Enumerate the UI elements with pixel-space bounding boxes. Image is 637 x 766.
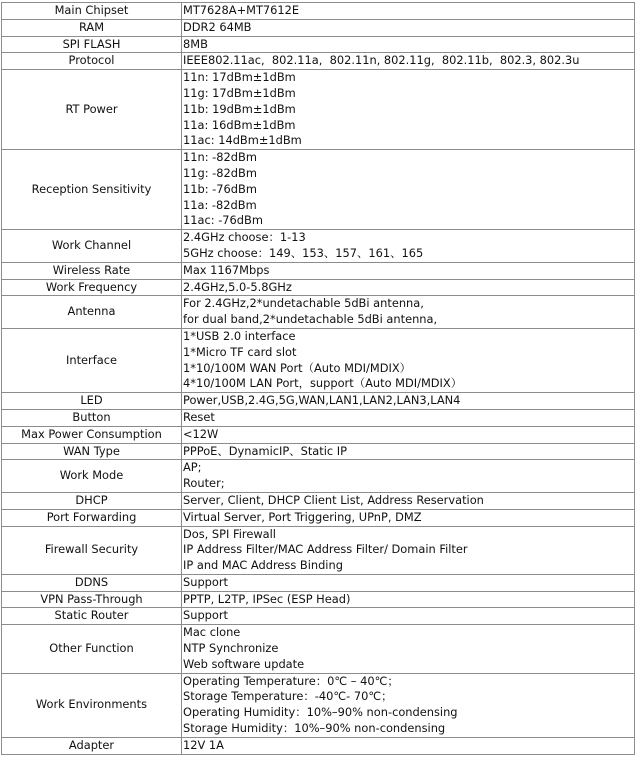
spec-row xyxy=(2,492,635,509)
spec-value-line: 2.4GHz,5.0-5.8GHz xyxy=(183,279,292,294)
spec-value-line: Storage Humidity：10%–90% non-condensing xyxy=(183,721,446,736)
spec-value xyxy=(182,230,635,263)
spec-value xyxy=(182,409,635,426)
spec-value xyxy=(182,328,635,392)
spec-value-line: IP Address Filter/MAC Address Filter/ Domain Filter xyxy=(183,542,468,557)
spec-row xyxy=(2,526,635,574)
spec-label: Antenna xyxy=(2,296,182,329)
spec-row xyxy=(2,230,635,263)
spec-label: Protocol xyxy=(2,53,182,70)
spec-row xyxy=(2,673,635,737)
spec-label: DDNS xyxy=(2,574,182,591)
spec-row xyxy=(2,70,635,150)
spec-row xyxy=(2,591,635,608)
spec-label: Wireless Rate xyxy=(2,262,182,279)
spec-row xyxy=(2,296,635,329)
spec-value-line: NTP Synchronize xyxy=(183,641,279,656)
spec-table xyxy=(1,2,635,755)
spec-value xyxy=(182,673,635,737)
spec-row xyxy=(2,737,635,754)
spec-label: VPN Pass-Through xyxy=(2,591,182,608)
spec-row xyxy=(2,36,635,53)
spec-value-line: 11a: 16dBm±1dBm xyxy=(183,117,296,132)
spec-row xyxy=(2,393,635,410)
spec-row xyxy=(2,426,635,443)
spec-row xyxy=(2,574,635,591)
spec-value xyxy=(182,36,635,53)
spec-value xyxy=(182,262,635,279)
spec-value-line: DDR2 64MB xyxy=(183,19,252,34)
spec-value-line: IEEE802.11ac, 802.11a, 802.11n, 802.11g, 802.11b, 802.3, 802.3u xyxy=(183,53,580,68)
spec-row xyxy=(2,3,635,20)
spec-label: SPI FLASH xyxy=(2,36,182,53)
spec-value-line: 11g: -82dBm xyxy=(183,165,257,180)
spec-value-line: AP; xyxy=(183,460,202,475)
spec-value-line: Power,USB,2.4G,5G,WAN,LAN1,LAN2,LAN3,LAN4 xyxy=(183,393,461,408)
spec-value xyxy=(182,279,635,296)
spec-value xyxy=(182,426,635,443)
spec-label: Max Power Consumption xyxy=(2,426,182,443)
spec-value-line: Server, Client, DHCP Client List, Address Reservation xyxy=(183,492,484,507)
spec-value-line: <12W xyxy=(183,426,219,441)
spec-label: Button xyxy=(2,409,182,426)
spec-label: WAN Type xyxy=(2,443,182,460)
spec-value-line: Router; xyxy=(183,476,225,491)
spec-value-line: Support xyxy=(183,574,229,589)
spec-value-line: 11n: 17dBm±1dBm xyxy=(183,70,296,85)
spec-value-line: 11a: -82dBm xyxy=(183,197,257,212)
spec-value xyxy=(182,625,635,673)
spec-value-line: IP and MAC Address Binding xyxy=(183,558,343,573)
spec-value-line: Operating Humidity：10%–90% non-condensing xyxy=(183,705,458,720)
spec-label: Adapter xyxy=(2,737,182,754)
spec-label: Static Router xyxy=(2,608,182,625)
spec-value xyxy=(182,460,635,493)
spec-value xyxy=(182,296,635,329)
spec-value-line: PPTP, L2TP, IPSec (ESP Head) xyxy=(183,591,351,606)
spec-value xyxy=(182,443,635,460)
spec-value-line: Support xyxy=(183,608,229,623)
spec-label: DHCP xyxy=(2,492,182,509)
spec-value-line: 12V 1A xyxy=(183,737,224,752)
spec-value-line: 4*10/100M LAN Port，support（Auto MDI/MDIX） xyxy=(183,376,463,391)
spec-value xyxy=(182,150,635,230)
spec-value xyxy=(182,53,635,70)
spec-value-line: Web software update xyxy=(183,656,305,671)
spec-row xyxy=(2,279,635,296)
spec-label: Other Function xyxy=(2,625,182,673)
spec-label: Reception Sensitivity xyxy=(2,150,182,230)
spec-row xyxy=(2,150,635,230)
spec-row xyxy=(2,608,635,625)
spec-value-line: 11ac: 14dBm±1dBm xyxy=(183,133,302,148)
spec-label: Work Channel xyxy=(2,230,182,263)
spec-label: Main Chipset xyxy=(2,3,182,20)
spec-value xyxy=(182,393,635,410)
spec-value xyxy=(182,526,635,574)
spec-value-line: 1*Micro TF card slot xyxy=(183,344,297,359)
spec-value-line: for dual band,2*undetachable 5dBi antenna, xyxy=(183,312,438,327)
spec-row xyxy=(2,328,635,392)
spec-value-line: 5GHz choose：149、153、157、161、165 xyxy=(183,245,424,260)
spec-label: Port Forwarding xyxy=(2,509,182,526)
spec-value-line: 11b: 19dBm±1dBm xyxy=(183,101,296,116)
spec-row xyxy=(2,409,635,426)
spec-row xyxy=(2,625,635,673)
spec-value-line: 11g: 17dBm±1dBm xyxy=(183,85,296,100)
spec-value-line: PPPoE、DynamicIP、Static IP xyxy=(183,443,348,458)
spec-table-body xyxy=(2,3,635,755)
spec-row xyxy=(2,53,635,70)
spec-value-line: 11n: -82dBm xyxy=(183,150,257,165)
spec-value-line: MT7628A+MT7612E xyxy=(183,3,300,17)
spec-row xyxy=(2,509,635,526)
spec-label: Interface xyxy=(2,328,182,392)
spec-value-line: Dos, SPI Firewall xyxy=(183,526,276,541)
spec-value xyxy=(182,492,635,509)
spec-value-line: Operating Temperature：0℃ – 40℃； xyxy=(183,673,399,688)
spec-value xyxy=(182,3,635,20)
spec-value-line: 2.4GHz choose：1-13 xyxy=(183,230,306,245)
spec-label: Work Frequency xyxy=(2,279,182,296)
spec-value-line: 1*10/100M WAN Port（Auto MDI/MDIX） xyxy=(183,360,412,375)
spec-row xyxy=(2,460,635,493)
spec-label: Work Mode xyxy=(2,460,182,493)
spec-value-line: 8MB xyxy=(183,36,208,51)
spec-row xyxy=(2,19,635,36)
spec-value-line: Storage Temperature：-40℃- 70℃； xyxy=(183,689,393,704)
spec-row xyxy=(2,443,635,460)
spec-value xyxy=(182,574,635,591)
spec-value-line: 1*USB 2.0 interface xyxy=(183,328,296,343)
spec-value-line: Virtual Server, Port Triggering, UPnP, DMZ xyxy=(183,509,422,524)
spec-row xyxy=(2,262,635,279)
spec-value-line: For 2.4GHz,2*undetachable 5dBi antenna, xyxy=(183,296,424,311)
spec-value-line: 11ac: -76dBm xyxy=(183,213,263,228)
spec-value xyxy=(182,591,635,608)
spec-label: RAM xyxy=(2,19,182,36)
spec-value-line: Mac clone xyxy=(183,625,241,640)
spec-label: LED xyxy=(2,393,182,410)
spec-value xyxy=(182,70,635,150)
spec-label: RT Power xyxy=(2,70,182,150)
spec-value xyxy=(182,19,635,36)
spec-value xyxy=(182,509,635,526)
spec-label: Firewall Security xyxy=(2,526,182,574)
spec-label: Work Environments xyxy=(2,673,182,737)
spec-value-line: Reset xyxy=(183,409,215,424)
spec-value-line: 11b: -76dBm xyxy=(183,181,257,196)
spec-value-line: Max 1167Mbps xyxy=(183,262,270,277)
spec-value xyxy=(182,737,635,754)
spec-value xyxy=(182,608,635,625)
